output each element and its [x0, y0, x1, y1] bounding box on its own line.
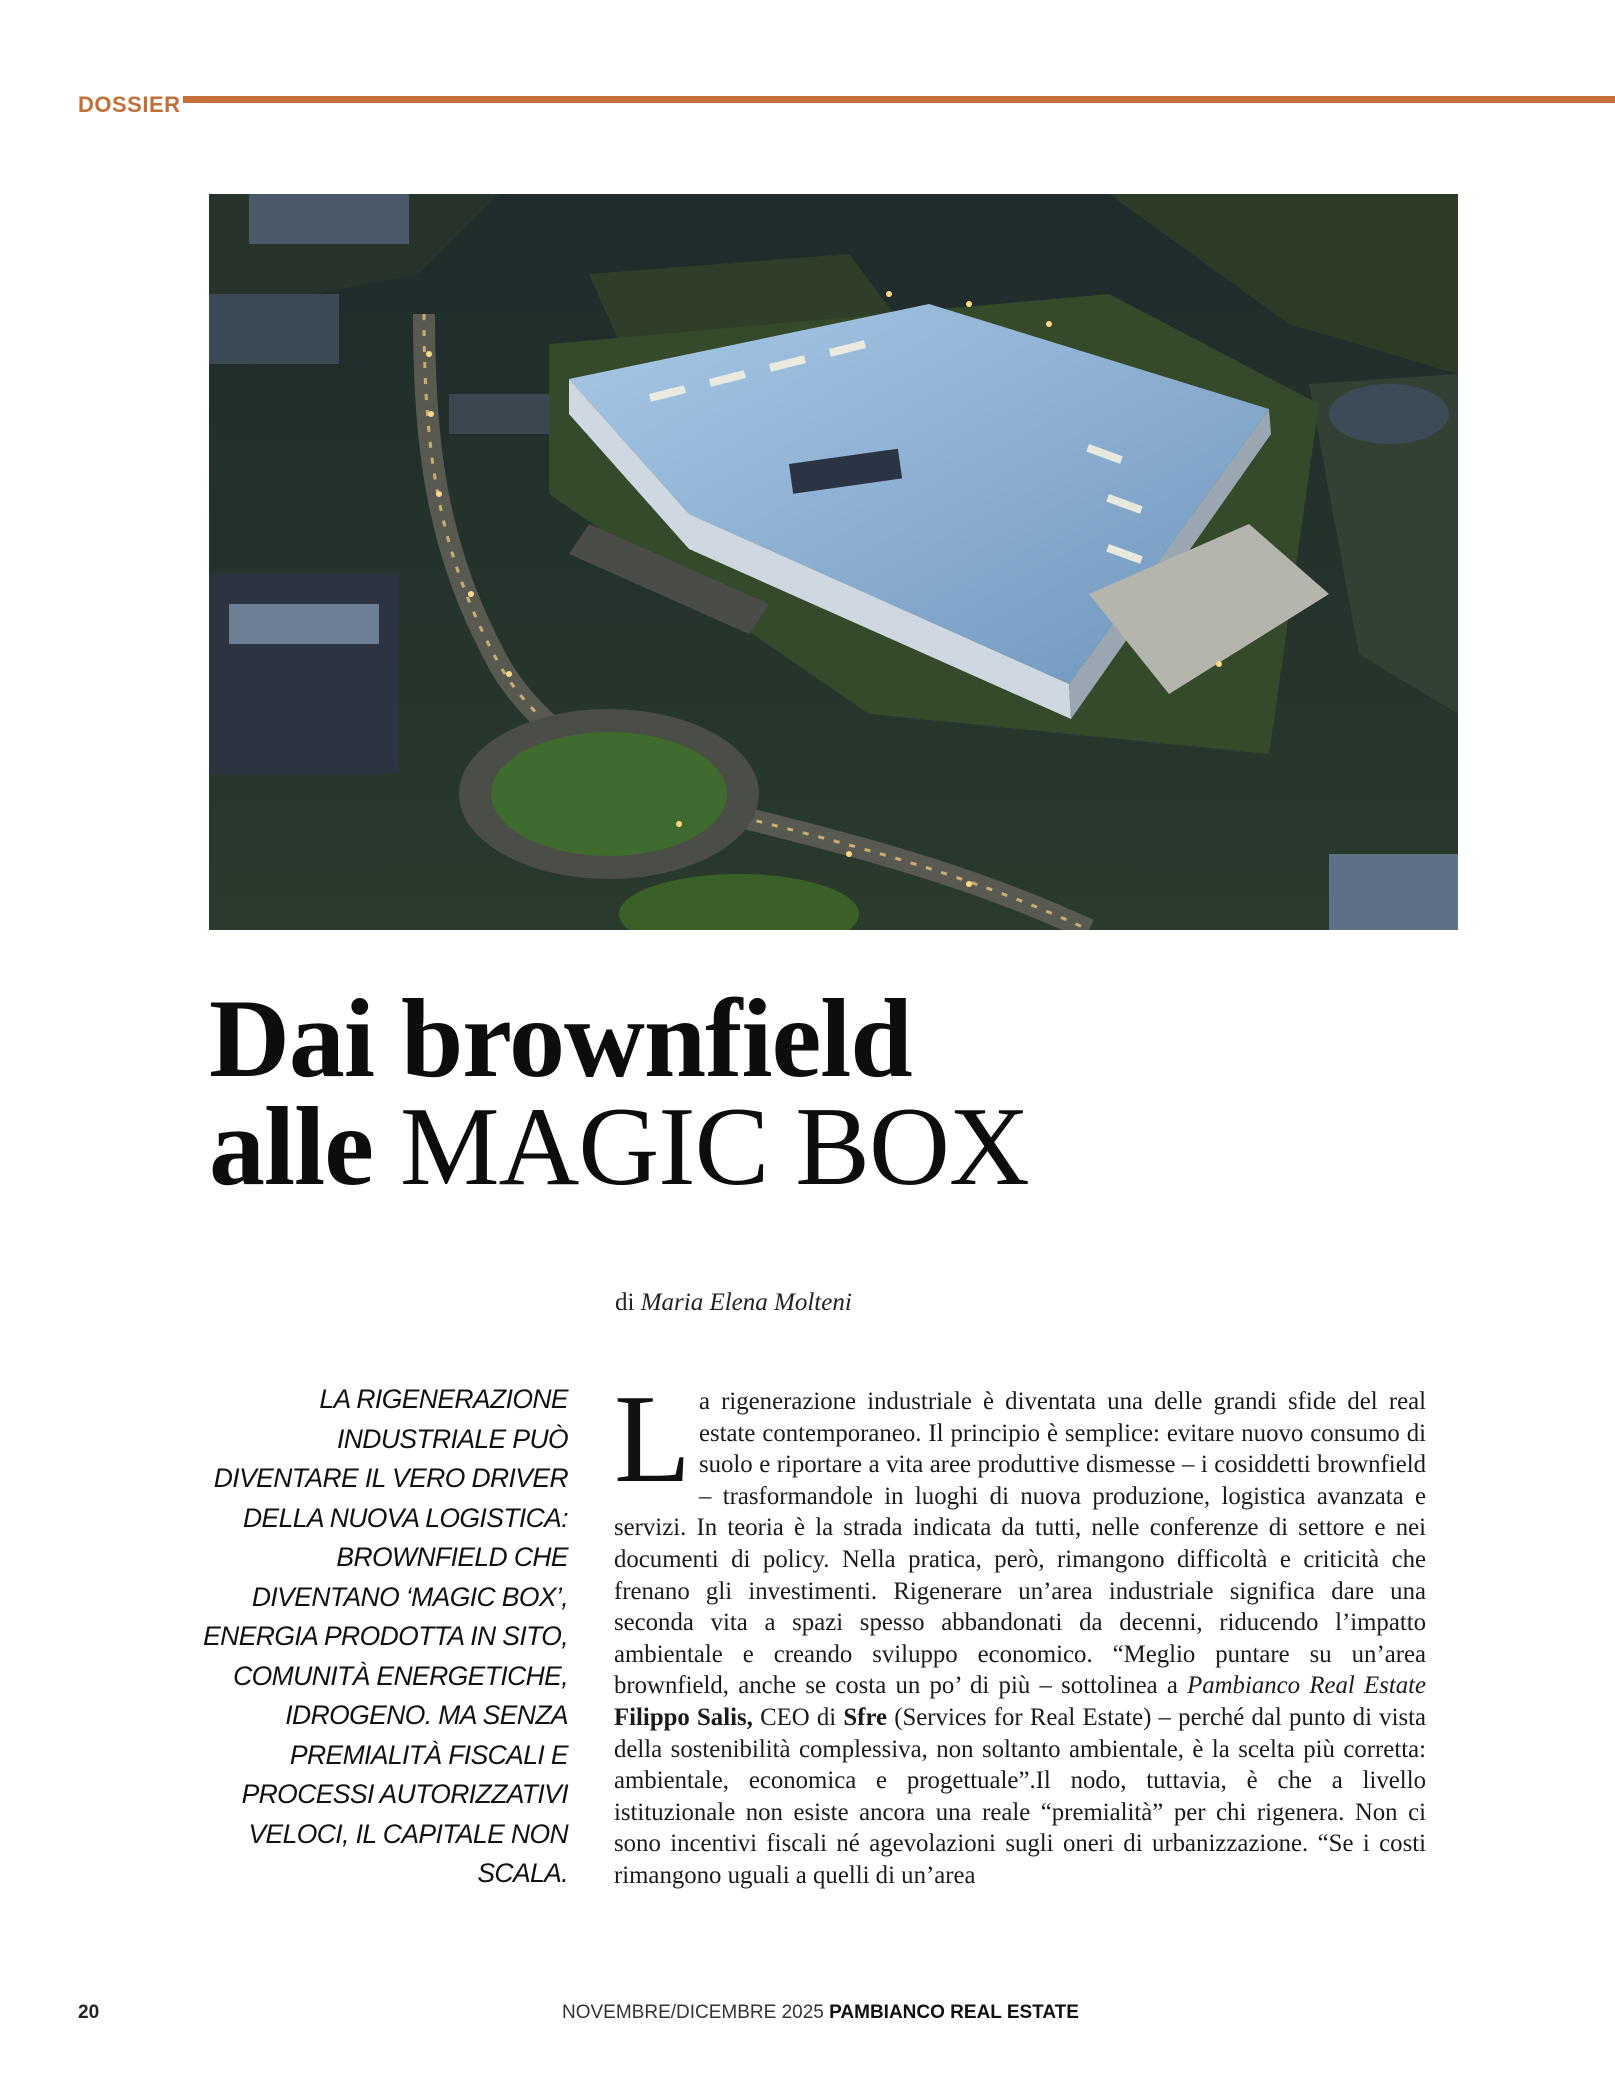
headline-line2-light: MAGIC BOX	[399, 1085, 1029, 1209]
byline	[615, 1289, 852, 1317]
dropcap: L	[614, 1370, 691, 1509]
aerial-logistics-warehouse-photo	[209, 194, 1458, 930]
headline	[209, 977, 1029, 1209]
article-text-part2: CEO di	[760, 1703, 837, 1731]
page-number: 20	[78, 2002, 100, 2023]
headline-line2-bold: alle	[209, 1085, 373, 1209]
article-text-part1: a rigenerazione industriale è diventata una delle grandi sfide del real estate contemporaneo. Il principio è semplice: evitare nuovo consumo di suolo e riportare a vita aree produttive dismesse – i cosiddetti brownfield – trasformandole in luoghi di nuova produzione, logistica avanzata e servizi. In teoria è la strada indicata da tutti, nelle conferenze di settore e nei documenti di policy. Nella pratica, però, rimangono difficoltà e criticità che frenano gli investimenti. Rigenerare un’area industriale significa dare una seconda vita a spazi spesso abbandonati da decenni, riducendo l’impatto ambientale e creando sviluppo economico. “Meglio puntare su un’area brownfield, anche se costa un po’ di più – sottolinea a	[614, 1388, 1426, 1700]
article-body	[614, 1370, 1427, 1892]
hero-photo	[209, 194, 1458, 930]
person-name: Filippo Salis,	[614, 1703, 753, 1731]
headline-line1: Dai brownfield	[209, 977, 912, 1101]
section-rule	[183, 96, 1615, 103]
footer-issue: NOVEMBRE/DICEMBRE 2025	[562, 2002, 824, 2023]
footer	[562, 2002, 1079, 2024]
section-label: DOSSIER	[78, 92, 181, 117]
publication-name: Pambianco Real Estate	[1187, 1672, 1426, 1700]
footer-magazine: PAMBIANCO REAL ESTATE	[829, 2002, 1079, 2023]
company-name: Sfre	[843, 1703, 888, 1731]
pullquote: LA RIGENERAZIONE INDUSTRIALE PUÒ DIVENTARE IL VERO DRIVER DELLA NUOVA LOGISTICA: BROWNFIELD CHE DIVENTANO ‘MAGIC BOX’, ENERGIA PRODOTTA IN SITO, COMUNITÀ ENERGETICHE, IDROGENO. MA SENZA PREMIALITÀ FISCALI E PROCESSI AUTORIZZATIVI VELOCI, IL CAPITALE NON SCALA.	[203, 1384, 568, 1888]
byline-author: Maria Elena Molteni	[640, 1289, 852, 1316]
article-text-part3: (Services for Real Estate) – perché dal punto di vista della sostenibilità complessiva, non soltanto ambientale, è la scelta più corretta: ambientale, economica e progettuale”.Il nodo, tuttavia, è che a livello istituzionale non esiste ancora una reale “premialità” per chi rigenera. Non ci sono incentivi fiscali né agevolazioni sugli oneri di urbanizzazione. “Se i costi rimangono uguali a quelli di un’area	[614, 1703, 1427, 1889]
byline-prefix: di	[615, 1289, 635, 1316]
